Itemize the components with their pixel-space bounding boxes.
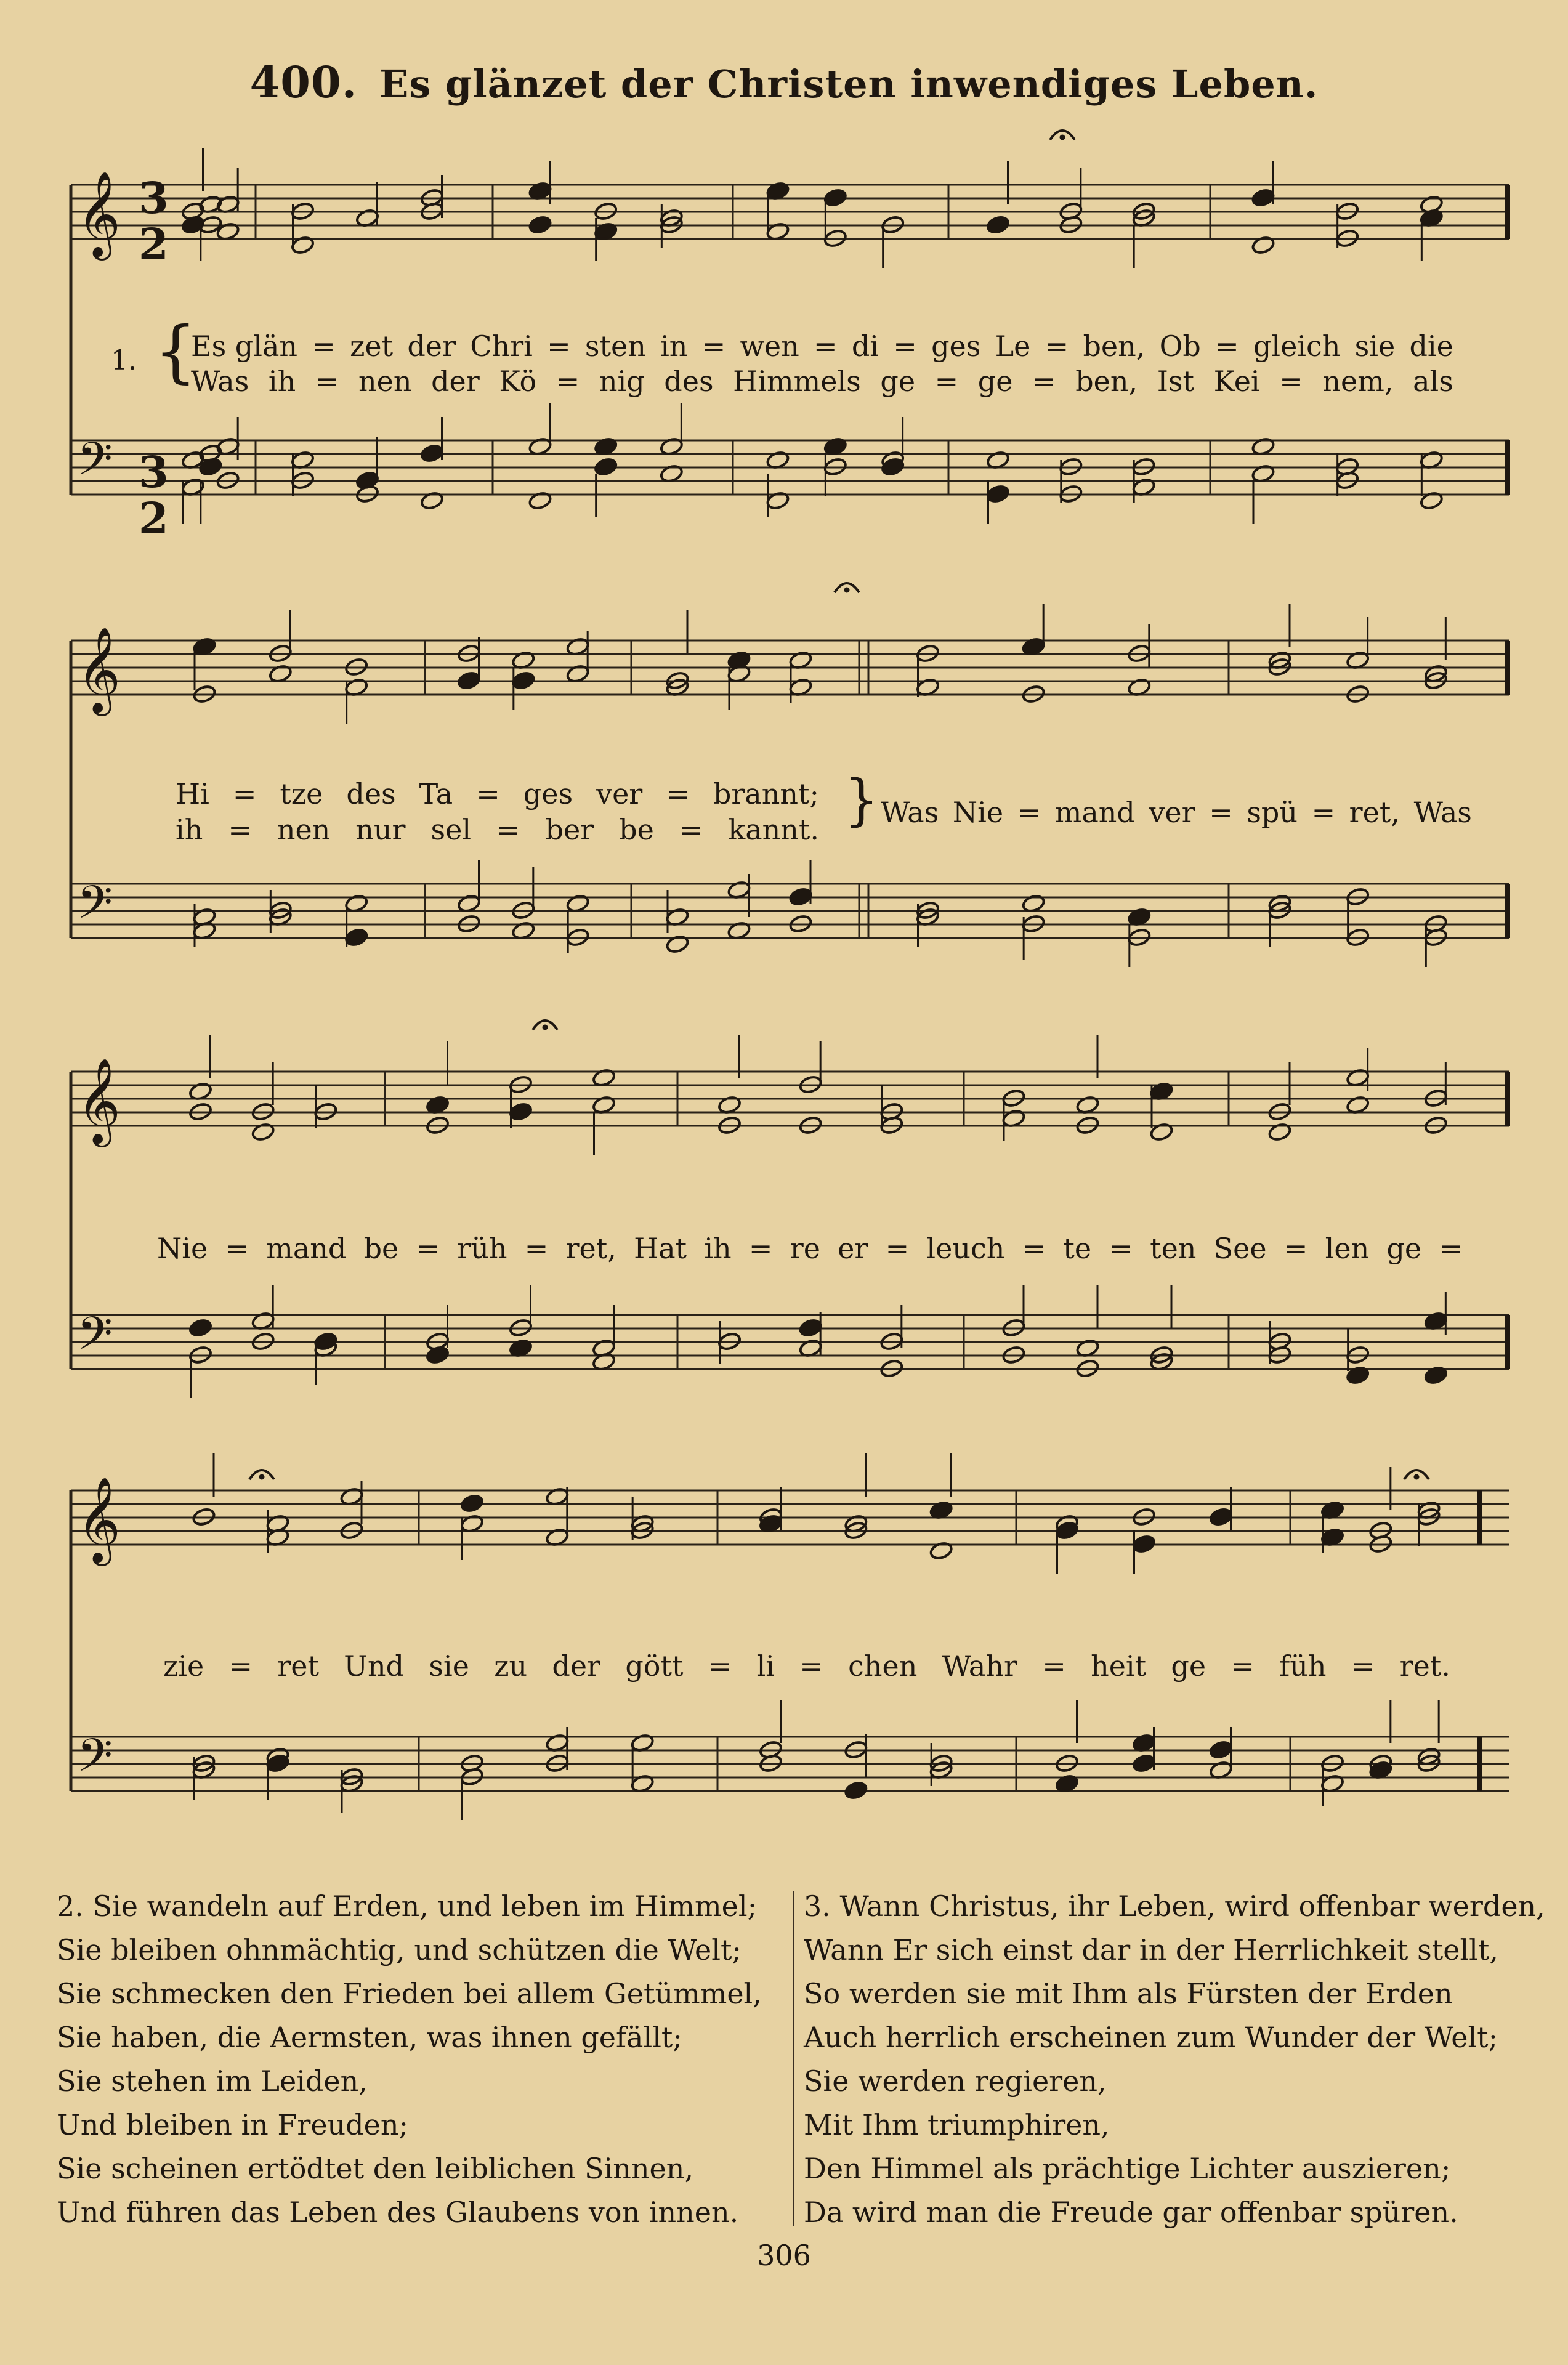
verse-line: Sie scheinen ertödtet den leiblichen Sinnen, [57,2152,693,2185]
note-head [823,188,847,208]
lyric-syllable: = [1279,365,1303,398]
note-head [457,671,481,690]
lyric-syllable: = [1209,796,1233,829]
lyric-syllable: Hi [176,777,209,811]
lyric-line [163,1649,1450,1683]
lyric-syllable: = [228,1649,253,1683]
verse-3 [804,1885,1545,2234]
lyric-syllable: Ob [1159,329,1201,363]
bass-time-top: 3 [139,447,169,498]
note-head [1132,1534,1156,1554]
verse-line: Sie schmecken den Frieden bei allem Getümmel, [57,1977,762,2010]
lyric-syllable: ih [176,813,203,846]
lyric-line [191,329,1453,363]
lyric-syllable: sie [1354,329,1396,363]
verse-line: Sie haben, die Aermsten, was ihnen gefällt; [57,2021,682,2054]
lyric-syllable: = [799,1649,823,1683]
note-head [420,443,444,463]
note-head [509,1102,533,1122]
lyric-syllable: = [666,777,690,811]
lyric-syllable: brannt; [713,777,819,811]
lyric-syllable: ber [545,813,594,846]
lyric-syllable: füh [1279,1649,1327,1683]
lyric-syllable: zie [163,1649,204,1683]
note-head [594,457,618,477]
note-head [528,215,552,235]
lyric-syllable: Himmels [733,365,861,398]
final-barline [1505,641,1510,695]
lyric-syllable: = [934,365,959,398]
fermata-dot [1060,135,1065,140]
lyric-syllable: Le [995,329,1031,363]
lyric-syllable: ret, [565,1232,616,1265]
lyric-syllable: = [748,1232,773,1265]
lyric-syllable: ten [1150,1232,1197,1265]
lyric-syllable: zet [350,329,394,363]
lyric-syllable: Was [191,365,249,398]
verse-line: Auch herrlich erscheinen zum Wunder der Welt; [804,2021,1498,2054]
lyric-syllable: nen [277,813,331,846]
lyric-syllable: li [756,1649,775,1683]
lyric-syllable: des [664,365,714,398]
lyric-syllable: in [660,329,688,363]
lyric-syllable: ges [931,329,981,363]
lyric-syllable: rüh [457,1232,507,1265]
lyric-syllable: be [619,813,654,846]
lyric-syllable: heit [1091,1649,1147,1683]
lyric-syllable: = [476,777,500,811]
lyric-syllable: ge [1171,1649,1206,1683]
verse-line: Sie stehen im Leiden, [57,2064,368,2098]
page-number: 306 [757,2239,811,2272]
bass-time-bottom: 2 [139,493,169,544]
fermata-dot [543,1025,548,1030]
lyric-syllable: ge [880,365,916,398]
verse-line: Da wird man die Freude gar offenbar spüren. [804,2196,1458,2229]
verse-line: Sie bleiben ohnmächtig, und schützen die Welt; [57,1933,742,1967]
lyric-syllable: mand [1054,796,1135,829]
lyric-syllable: ben, [1075,365,1138,398]
treble-time-bottom: 2 [139,219,169,270]
lyric-syllable: ret [277,1649,319,1683]
lyric-syllable: = [315,365,339,398]
lyric-line [191,365,1453,398]
lyric-syllable: Wahr [942,1649,1017,1683]
note-head [188,1318,212,1338]
lyric-syllable: sie [429,1649,469,1683]
lyric-syllable: Was [881,796,939,829]
lyric-syllable: mand [266,1232,347,1265]
verse-line: 2. Sie wandeln auf Erden, und leben im Himmel; [57,1890,758,1923]
note-head [844,1781,868,1800]
lyric-syllable: = [232,777,257,811]
lyric-syllable: Hat [634,1232,687,1265]
verse-line: Und bleiben in Freuden; [57,2108,408,2141]
lyric-line [881,796,1472,829]
lyric-syllable: Nie [157,1232,208,1265]
verse-line: Mit Ihm triumphiren, [804,2108,1110,2141]
note-head [1209,1740,1233,1760]
verse-2 [57,1885,762,2234]
final-barline [1505,1072,1510,1126]
lyric-syllable: = [228,813,252,846]
lyric-syllable: = [524,1232,549,1265]
lyric-syllable: = [1042,1649,1066,1683]
stanza-number: 1. [111,345,137,376]
lyric-syllable: die [1409,329,1453,363]
lyric-syllable: Ta [419,777,453,811]
lyric-syllable: Kö [499,365,537,398]
lyric-syllable: be [363,1232,399,1265]
lyric-syllable: Was [1413,796,1472,829]
note-head [1251,188,1275,208]
lyric-line [176,813,819,846]
lyric-syllable: te [1063,1232,1092,1265]
lyric-syllable: = [708,1649,732,1683]
final-barline [1505,440,1510,495]
lyric-syllable: = [547,329,571,363]
lyric-syllable: ver [1149,796,1195,829]
lyric-syllable: gleich [1253,329,1341,363]
verse-line: Sie werden regieren, [804,2064,1107,2098]
lyric-syllable: = [1215,329,1239,363]
lyric-syllable: = [1231,1649,1255,1683]
lyric-syllable: nen [358,365,412,398]
note-head [344,928,368,947]
lyric-syllable: len [1325,1232,1370,1265]
lyric-syllable: er [838,1232,868,1265]
lyric-syllable: ben, [1083,329,1146,363]
lyric-syllable: = [814,329,838,363]
lyric-syllable: Chri [470,329,533,363]
lyric-syllable: der [407,329,456,363]
lyric-syllable: ih [268,365,296,398]
lyric-syllable: zu [494,1649,528,1683]
final-barline [1505,884,1510,938]
hymn-number: 400. [249,57,358,108]
lyric-syllable: di [851,329,879,363]
lyric-syllable: Es glän [191,329,298,363]
treble-clef: 𝄞 [77,627,121,713]
lyric-syllable: spü [1247,796,1298,829]
lyric-syllable: sten [584,329,646,363]
fermata-dot [844,588,849,592]
lyric-syllable: ge [1386,1232,1422,1265]
column-divider [793,1891,794,2226]
treble-clef: 𝄞 [77,1477,121,1563]
lyric-syllable: ges [523,777,573,811]
bass-clef: 𝄢 [77,432,113,497]
lyric-syllable: ver [596,777,643,811]
lyric-syllable: = [893,329,917,363]
lyric-syllable: der [552,1649,601,1683]
note-head [788,887,812,907]
verse-line: Den Himmel als prächtige Lichter auszieren; [804,2152,1451,2185]
lyric-syllable: Und [344,1649,405,1683]
lyric-syllable: = [1109,1232,1133,1265]
bass-clef: 𝄢 [77,1729,113,1793]
lyric-syllable: sel [430,813,472,846]
lyric-syllable: ge [977,365,1013,398]
lyric-syllable: = [679,813,703,846]
lyric-syllable: = [496,813,520,846]
final-barline [1477,1737,1482,1791]
verse-line: 3. Wann Christus, ihr Leben, wird offenbar werden, [804,1890,1545,1923]
fermata-dot [259,1474,264,1479]
lyric-syllable: = [1032,365,1056,398]
lyric-syllable: = [1283,1232,1308,1265]
lyric-syllable: = [416,1232,440,1265]
lyric-syllable: = [312,329,336,363]
treble-clef: 𝄞 [77,1058,121,1144]
lyric-syllable: leuch [926,1232,1005,1265]
note-head [986,484,1010,504]
note-head [460,1494,484,1513]
lyric-syllable: = [1022,1232,1046,1265]
bass-clef: 𝄢 [77,1307,113,1372]
lyric-syllable: kannt. [728,813,819,846]
lyric-syllable: des [346,777,396,811]
note-head [1132,1753,1156,1773]
lyric-syllable: = [225,1232,249,1265]
lyric-syllable: nur [355,813,406,846]
lyric-syllable: re [790,1232,820,1265]
lyric-syllable: = [1351,1649,1375,1683]
lyric-syllable: = [1311,796,1336,829]
lyric-syllable: Kei [1213,365,1260,398]
lyric-syllable: gött [625,1649,684,1683]
note-head [798,1318,822,1338]
verse-line: So werden sie mit Ihm als Fürsten der Erden [804,1977,1453,2010]
lyric-syllable: nig [599,365,645,398]
lyric-syllable: = [1045,329,1069,363]
verse-line: Und führen das Leben des Glaubens von innen. [57,2196,739,2229]
lyric-syllable: wen [740,329,799,363]
lyric-line [157,1232,1463,1265]
lyric-syllable: = [556,365,580,398]
lyric-syllable: chen [848,1649,918,1683]
lyric-syllable: ih [704,1232,732,1265]
treble-time-top: 3 [139,172,169,224]
treble-clef: 𝄞 [77,171,121,257]
bass-clef: 𝄢 [77,876,113,940]
verse-line: Wann Er sich einst dar in der Herrlichkeit stellt, [804,1933,1498,1967]
lyric-syllable: = [885,1232,910,1265]
fermata-dot [1414,1474,1419,1479]
final-barline [1505,185,1510,239]
lyric-syllable: als [1413,365,1453,398]
lyric-line [176,777,819,811]
lyric-syllable: See [1213,1232,1267,1265]
lyric-brace: } [844,768,879,833]
lyric-syllable: = [701,329,726,363]
lyric-syllable: = [1017,796,1041,829]
lyric-syllable: der [431,365,480,398]
final-barline [1505,1315,1510,1369]
note-head [986,215,1010,235]
lyric-brace: { [154,312,197,390]
lyric-syllable: Ist [1157,365,1194,398]
lyric-syllable: tze [280,777,323,811]
note-head [511,671,535,690]
lyric-syllable: ret. [1399,1649,1450,1683]
final-barline [1477,1490,1482,1545]
hymn-title: Es glänzet der Christen inwendiges Leben. [379,62,1319,107]
lyric-syllable: = [1439,1232,1463,1265]
lyric-syllable: nem, [1322,365,1394,398]
lyric-syllable: ret, [1349,796,1400,829]
lyric-syllable: Nie [952,796,1004,829]
